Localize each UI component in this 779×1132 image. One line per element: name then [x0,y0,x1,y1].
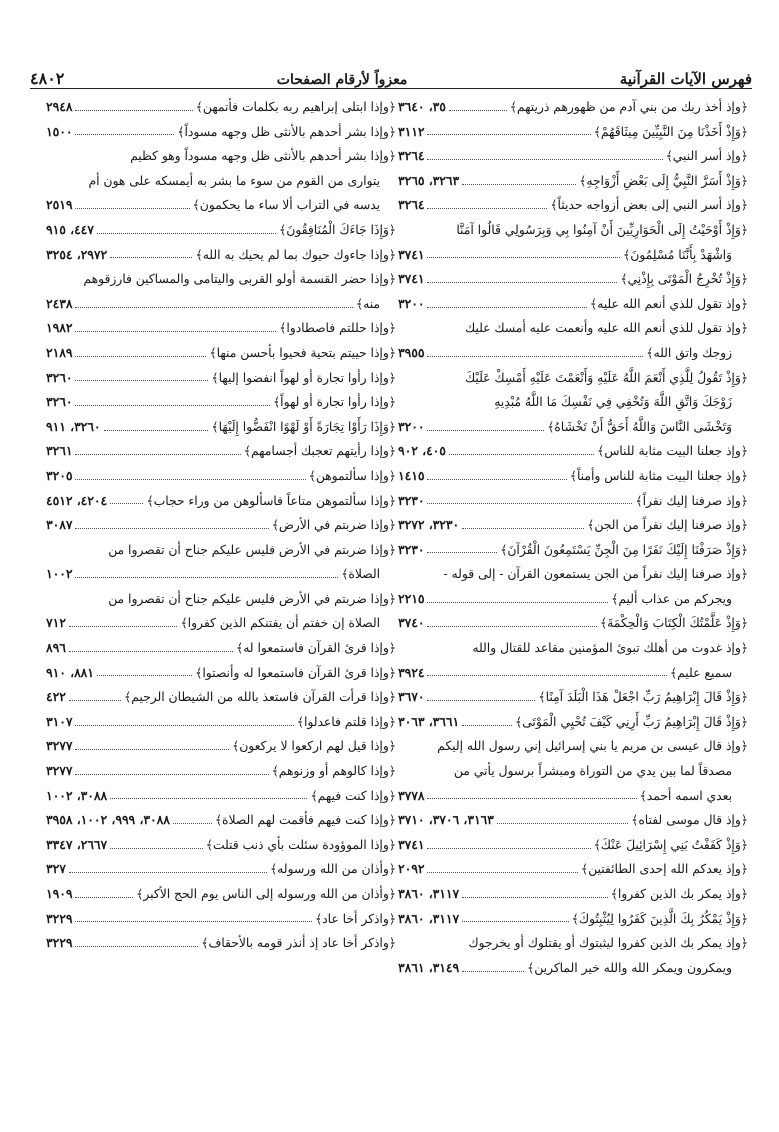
verse-text: ﴿وإذا ضربتم في الأرض فليس عليكم جناح أن تقصروا من [108,542,396,557]
page-references: ٣٧٧٨ [398,787,425,803]
page-references: ٢٩٤٨ [46,99,73,114]
index-entry [398,513,748,538]
index-entry [398,882,748,907]
index-entry [398,120,748,145]
leader-dots [75,921,312,922]
index-entry [46,734,396,759]
verse-text: ﴿وإذا قرأت القرآن فاستعذ بالله من الشيطان الرجيم﴾ [124,690,396,705]
index-entry [398,316,748,341]
verse-text: ﴿وَإِذَا جَاءَكَ الْمُنَافِقُونَ﴾ [279,222,396,237]
leader-dots [75,725,293,726]
index-entry [46,439,396,464]
verse-text: ﴿وإذ يمكر بك الذين كفروا ليثبتوك أو يقتلوك أو يخرجوك [468,936,748,951]
verse-text: وَاشْهَدْ بِأَنَّنَا مُسْلِمُونَ﴾ [623,247,732,262]
index-entry [46,759,396,784]
verse-text: الصلاة إن خفتم أن يفتنكم الذين كفروا﴾ [180,616,380,631]
page-references: ٣٢٠٠ [398,295,425,311]
verse-text: ﴿وَإِذْ يَمْكُرُ بِكَ الَّذِينَ كَفَرُوا لِيُثْبِتُوكَ﴾ [571,911,748,926]
leader-dots [427,503,632,504]
leader-dots [75,454,240,455]
leader-dots [69,700,121,701]
page-references: ٣٢٦٠ [46,369,73,385]
leader-dots [427,675,666,676]
verse-text: ﴿وَإِذْ تُخْرِجُ الْمَوْتَى بِإِذْنِي﴾ [620,272,748,287]
verse-text: الصلاة﴾ [341,567,380,582]
header-subtitle: معزواً لأرقام الصفحات [276,72,408,88]
page-references: ٤٢٠٤، ٤٥١٢ [46,492,108,508]
verse-text: ﴿وَإِذْ أَسَرَّ النَّبِيُّ إِلَى بَعْضِ أَزْوَاجِهِ﴾ [579,173,748,188]
page-references: ٣١٤٩، ٣٨٦١ [398,959,460,975]
verse-text: ﴿وَإِذْ قَالَ إِبْرَاهِيمُ رَبِّ اجْعَلْ هَذَا الْبَلَدَ آمِنًا﴾ [538,690,748,705]
page-references: ٣٧٤١ [398,836,425,852]
verse-text: ﴿وإذا سألتموهن متاعاً فاسألوهن من وراء حجاب﴾ [146,493,396,508]
page-references: ١٠٠٢ [46,566,73,582]
index-entry [398,857,748,882]
index-entry [398,218,748,243]
page-references: ٣٢٦٤ [398,197,425,213]
verse-text: ﴿وإذ قال موسى لفتاه﴾ [631,813,748,828]
index-entry [398,636,748,661]
leader-dots [75,479,305,480]
page-header [30,62,752,88]
verse-text: ﴿وإذ صرفنا إليك نفراً من الجن يستمعون القرآن - إلى قوله - [443,567,748,582]
leader-dots [110,848,203,849]
index-entry [46,144,396,169]
verse-text: ﴿وإذا بشر أحدهم بالأنثى ظل وجهه مسوداً﴾ [177,124,396,139]
verse-text: وَتَخْشَى النَّاسَ وَاللَّهُ أَحَقُّ أَنْ تَخْشَاهُ﴾ [547,419,732,434]
leader-dots [427,479,566,480]
verse-text: ﴿وَإِذْ تَقُولُ لِلَّذِي أَنْعَمَ اللَّهُ عَلَيْهِ وَأَنْعَمْتَ عَلَيْهِ أَمْسِكْ عَلَيْكَ [465,370,748,385]
leader-dots [75,897,133,898]
page-references: ٣٩٢٤ [398,664,425,680]
page-references: ٣١١٧، ٣٨٦٠ [398,910,460,926]
verse-text: ﴿واذكر أخا عاد إذ أنذر قومه بالأحقاف﴾ [201,936,396,951]
index-entry [398,464,748,489]
leader-dots [69,626,178,627]
leader-dots [427,798,636,799]
index-entry [398,366,748,391]
page-references: ٣٢٦٣، ٣٢٦٥ [398,172,460,188]
verse-text: مصدقاً لما بين يدي من التوراة ومبشراً برسول يأتي من [453,764,732,779]
leader-dots [69,872,267,873]
leader-dots [75,134,174,135]
page-references: ٣٢٦٤ [398,148,425,164]
page-references: ٣٧٤١ [398,246,425,262]
page-references: ٣٠٨٧ [46,517,73,533]
index-entry-continuation [46,169,396,194]
index-entry [398,267,748,292]
leader-dots [427,430,544,431]
page-references: ٢٤٣٨ [46,295,73,311]
leader-dots [449,110,507,111]
verse-text: ﴿وَإِذَا رَأَوْا تِجَارَةً أَوْ لَهْوًا انْفَضُّوا إِلَيْهَا﴾ [211,419,396,434]
verse-text: ﴿وإذ يمكر بك الذين كفروا﴾ [610,887,748,901]
verse-text: ﴿وَإِذْ كَفَفْتُ بَنِي إِسْرَائِيلَ عَنْكَ﴾ [593,837,748,852]
verse-text: ﴿وإذ صرفنا إليك نفراً﴾ [635,493,748,508]
leader-dots [462,725,512,726]
page-references: ٨٩٦ [46,640,66,656]
verse-text: ﴿وإذ صرفنا إليك نفراً من الجن﴾ [587,518,748,533]
index-entry [46,218,396,243]
index-entry [398,144,748,169]
verse-text: زوجك واتق الله﴾ [646,345,732,360]
leader-dots [75,356,206,357]
verse-text: ﴿وإذ غدوت من أهلك تبوئ المؤمنين مقاعد للقتال والله [472,641,748,656]
verse-text: ﴿وإذ يعدكم الله إحدى الطائفتين﴾ [580,862,748,877]
page-references: ٣٢٧٧ [46,763,73,779]
leader-dots [75,380,208,381]
index-entry-continuation [398,661,748,686]
page-references: ٣٧٤١ [398,271,425,287]
index-entry [46,267,396,292]
leader-dots [427,700,535,701]
leader-dots [427,356,643,357]
leader-dots [75,307,352,308]
leader-dots [75,774,268,775]
verse-text: زَوْجَكَ وَاتَّقِ اللَّهَ وَتُخْفِي فِي نَفْسِكَ مَا اللَّهُ مُبْدِيهِ [494,395,732,410]
page-references: ٣٢٧ [46,861,66,877]
index-entry [398,710,748,735]
leader-dots [462,971,524,972]
verse-text: ﴿وإذا قرئ القرآن فاستمعوا له وأنصتوا﴾ [195,665,396,680]
page-references: ٣٢٠٥ [46,467,73,483]
page-references: ٣٦٦١، ٣٠٦٣ [398,713,460,729]
leader-dots [427,307,586,308]
verse-text: ﴿وإذ أسر النبي إلى بعض أزواجه حديثاً﴾ [550,198,748,213]
verse-text: ﴿وَإِذْ أَخَذْنَا مِنَ النَّبِيِّينَ مِيثَاقَهُمْ﴾ [593,124,748,139]
verse-text: ﴿وإذ تقول للذي أنعم الله عليه﴾ [589,296,748,311]
leader-dots [427,208,547,209]
index-entry [46,390,396,415]
index-entry [46,316,396,341]
index-entry-continuation [398,784,748,809]
verse-text: ﴿وأذان من الله ورسوله﴾ [269,862,396,877]
leader-dots [75,528,268,529]
index-entry [398,538,748,563]
leader-dots [427,848,590,849]
index-entry-continuation [398,587,748,612]
verse-text: ﴿وإذ تقول للذي أنعم الله عليه وأنعمت عليه أمسك عليك [465,321,748,336]
page-references: ٣١٠٧ [46,713,73,729]
index-entry [398,931,748,956]
page-references: ٣٧٤٠ [398,615,425,631]
index-entry [398,169,748,194]
verse-text: ﴿وإذا حضر القسمة أولو القربى واليتامى والمساكين فارزقوهم [83,272,396,287]
index-entry-continuation [46,292,396,317]
index-entry [46,636,396,661]
index-entry-continuation [398,415,748,440]
index-entry [398,292,748,317]
index-entry [398,193,748,218]
page-references: ٧١٢ [46,615,66,631]
leader-dots [427,602,608,603]
leader-dots [75,946,198,947]
index-entry [398,907,748,932]
index-column-left [46,95,396,956]
leader-dots [462,528,584,529]
verse-text: منه﴾ [355,296,380,311]
verse-text: ﴿وأذان من الله ورسوله إلى الناس يوم الحج الأكبر﴾ [136,887,396,901]
index-entry-continuation [398,956,748,981]
leader-dots [75,405,270,406]
index-entry-continuation [46,611,396,636]
leader-dots [427,872,578,873]
leader-dots [497,823,628,824]
page-references: ١٤١٥ [398,467,425,483]
index-entry [46,833,396,858]
page-references: ٣١٦٣، ٣٧٠٦، ٣٧١٠ [398,812,494,828]
leader-dots [97,675,192,676]
page-references: ٢٢١٥ [398,590,425,606]
index-entry [46,710,396,735]
index-entry [46,341,396,366]
verse-text: ﴿وإذا قرئ القرآن فاستمعوا له﴾ [236,641,396,656]
page-references: ٣٢٦٠ [46,394,73,410]
index-entry [46,808,396,833]
index-entry [46,661,396,686]
leader-dots [69,651,233,652]
verse-text: ﴿وإذا الموؤودة سئلت بأي ذنب قتلت﴾ [205,837,396,852]
verse-text: ﴿وإذا رأيتهم تعجبك أجسامهم﴾ [243,444,396,459]
page-references: ٣٩٥٥ [398,344,425,360]
leader-dots [462,897,608,898]
index-entry [46,685,396,710]
page-references: ٣٢٢٩ [46,935,73,951]
verse-text: ﴿وإذا كالوهم أو وزنوهم﴾ [271,764,396,779]
verse-text: ﴿وَإِذْ قَالَ إِبْرَاهِيمُ رَبِّ أَرِنِي كَيْفَ تُحْيِي الْمَوْتَى﴾ [514,714,748,729]
page-references: ٣١١٢ [398,123,425,139]
index-entry [398,489,748,514]
verse-text: ﴿وَإِذْ عَلَّمْتُكَ الْكِتَابَ وَالْحِكْمَةَ﴾ [599,616,748,631]
index-column-right [398,95,748,980]
verse-text: ويمكرون ويمكر الله والله خير الماكرين﴾ [527,960,732,975]
verse-text: ﴿وإذا ابتلى إبراهيم ربه بكلمات فأتمهن﴾ [195,100,396,114]
verse-text: ﴿واذكر أخا عاد﴾ [314,911,396,926]
index-entry [46,243,396,268]
page-references: ٣٢٦٠، ٩١١ [46,418,101,434]
leader-dots [75,331,276,332]
index-entry-continuation [398,759,748,784]
index-entry [46,907,396,932]
leader-dots [104,430,209,431]
index-entry [46,366,396,391]
verse-text: ﴿وإذا رأوا تجارة أو لهواً انفضوا إليها﴾ [211,370,396,385]
verse-text: ﴿وإذا بشر أحدهم بالأنثى ظل وجهه مسوداً وهو كظيم [130,149,396,164]
page-references: ٤٤٧، ٩١٥ [46,221,94,237]
page-references: ٢٥١٩ [46,197,73,213]
page-references: ٣٢٣٠ [398,492,425,508]
leader-dots [427,552,497,553]
verse-text: ويجركم من عذاب أليم﴾ [611,591,732,606]
index-entry [398,833,748,858]
verse-text: ﴿وإذا سألتموهن﴾ [308,468,396,483]
page-references: ٣٢٧٧ [46,738,73,754]
page-references: ٣١١٧، ٣٨٦٠ [398,886,460,901]
index-entry [46,857,396,882]
index-entry [398,611,748,636]
index-entry [398,808,748,833]
page-references: ١٩٨٢ [46,320,73,336]
index-entry [46,538,396,563]
page-references: ٣٥، ٣٦٤٠ [398,99,446,114]
verse-text: يتوارى من القوم من سوء ما بشر به أيمسكه على هون أم [88,173,380,188]
page-references: ٤٠٥، ٩٠٢ [398,443,446,459]
page-references: ٢٦٦٧، ٣٣٤٧ [46,836,108,852]
verse-text: ﴿وإذ أسر النبي﴾ [665,149,748,164]
page-number: ٤٨٠٢ [30,69,65,88]
verse-text: يدسه في التراب ألا ساء ما يحكمون﴾ [192,198,380,213]
leader-dots [462,184,576,185]
page-references: ٢١٨٩ [46,344,73,360]
leader-dots [449,454,594,455]
page-references: ٣٢٣٠ [398,541,425,557]
index-entry-continuation [398,341,748,366]
index-entry [46,513,396,538]
page-references: ٣٢٣٠، ٣٢٧٢ [398,517,460,533]
page-references: ٣٦٧٠ [398,689,425,705]
leader-dots [75,110,192,111]
page-references: ٢٠٩٢ [398,861,425,877]
verse-text: ﴿وإذ جعلنا البيت مثابة للناس وأمناً﴾ [569,468,748,483]
verse-text: بعدي اسمه أحمد﴾ [639,788,732,803]
leader-dots [173,823,212,824]
leader-dots [97,233,276,234]
verse-text: ﴿وإذ قال عيسى بن مريم يا بني إسرائيل إني رسول الله إليكم [437,739,748,754]
leader-dots [427,159,662,160]
verse-text: ﴿وإذا ضربتم في الأرض فليس عليكم جناح أن تقصروا من [108,591,396,606]
verse-text: ﴿وَإِذْ صَرَفْنَا إِلَيْكَ نَفَرًا مِنَ الْجِنِّ يَسْتَمِعُونَ الْقُرْآنَ﴾ [500,542,748,557]
index-entry-continuation [398,390,748,415]
verse-text: ﴿وإذا قيل لهم اركعوا لا يركعون﴾ [231,739,396,754]
verse-text: ﴿وإذا قلتم فاعدلوا﴾ [296,714,396,729]
verse-text: ﴿وإذا كنت فيهم فأقمت لهم الصلاة﴾ [214,813,396,828]
index-entry [46,95,396,120]
index-entry [46,415,396,440]
page-references: ١٥٠٠ [46,123,73,139]
page-references: ٣٢٠٠ [398,418,425,434]
page-references: ٣٢٢٩ [46,910,73,926]
leader-dots [427,282,617,283]
index-entry [46,931,396,956]
leader-dots [75,577,338,578]
index-entry [46,120,396,145]
index-entry [46,587,396,612]
verse-text: ﴿وإذ جعلنا البيت مثابة للناس﴾ [597,444,748,459]
page-references: ٢٩٧٢، ٣٢٥٤ [46,246,108,262]
leader-dots [75,208,189,209]
leader-dots [75,749,229,750]
verse-text: ﴿وإذا رأوا تجارة أو لهواً﴾ [272,395,396,410]
page-references: ٣٢٦١ [46,443,73,459]
verse-text: ﴿وإذا كنت فيهم﴾ [310,788,396,803]
verse-text: ﴿وإذا ضربتم في الأرض﴾ [271,518,396,533]
index-entry [398,562,748,587]
leader-dots [427,134,590,135]
header-rule [30,88,752,89]
leader-dots [110,257,192,258]
verse-text: ﴿وإذ أخذ ربك من بني آدم من ظهورهم ذريتهم﴾ [509,100,748,114]
index-entry [46,464,396,489]
index-entry [398,734,748,759]
leader-dots [110,503,143,504]
index-entry [398,95,748,120]
leader-dots [462,921,569,922]
index-entry-continuation [46,562,396,587]
page-references: ٤٢٢ [46,689,66,705]
page-references: ٣٠٨٨، ٩٩٩، ١٠٠٢، ٣٩٥٨ [46,812,170,828]
leader-dots [427,626,596,627]
verse-text: ﴿وإذا حللتم فاصطادوا﴾ [279,321,396,336]
index-entry [398,439,748,464]
index-entry-continuation [398,243,748,268]
leader-dots [110,798,307,799]
verse-text: ﴿وإذا حييتم بتحية فحيوا بأحسن منها﴾ [209,345,396,360]
header-title: فهرس الآيات القرآنية [619,70,752,88]
index-entry [46,882,396,907]
verse-text: ﴿وَإِذْ أَوْحَيْتُ إِلَى الْحَوَارِيِّينَ أَنْ آمِنُوا بِي وَبِرَسُولِي قَالُوا آمَنَّا [456,222,748,237]
verse-text: ﴿وإذا جاءوك حيوك بما لم يحيك به الله﴾ [195,247,396,262]
page-references: ٣٠٨٨، ١٠٠٢ [46,787,108,803]
index-entry [46,784,396,809]
index-entry [398,685,748,710]
index-entry [46,489,396,514]
page-references: ٨٨١، ٩١٠ [46,664,94,680]
leader-dots [427,257,620,258]
page-references: ١٩٠٩ [46,886,73,901]
index-entry-continuation [46,193,396,218]
verse-text: سميع عليم﴾ [669,665,732,680]
